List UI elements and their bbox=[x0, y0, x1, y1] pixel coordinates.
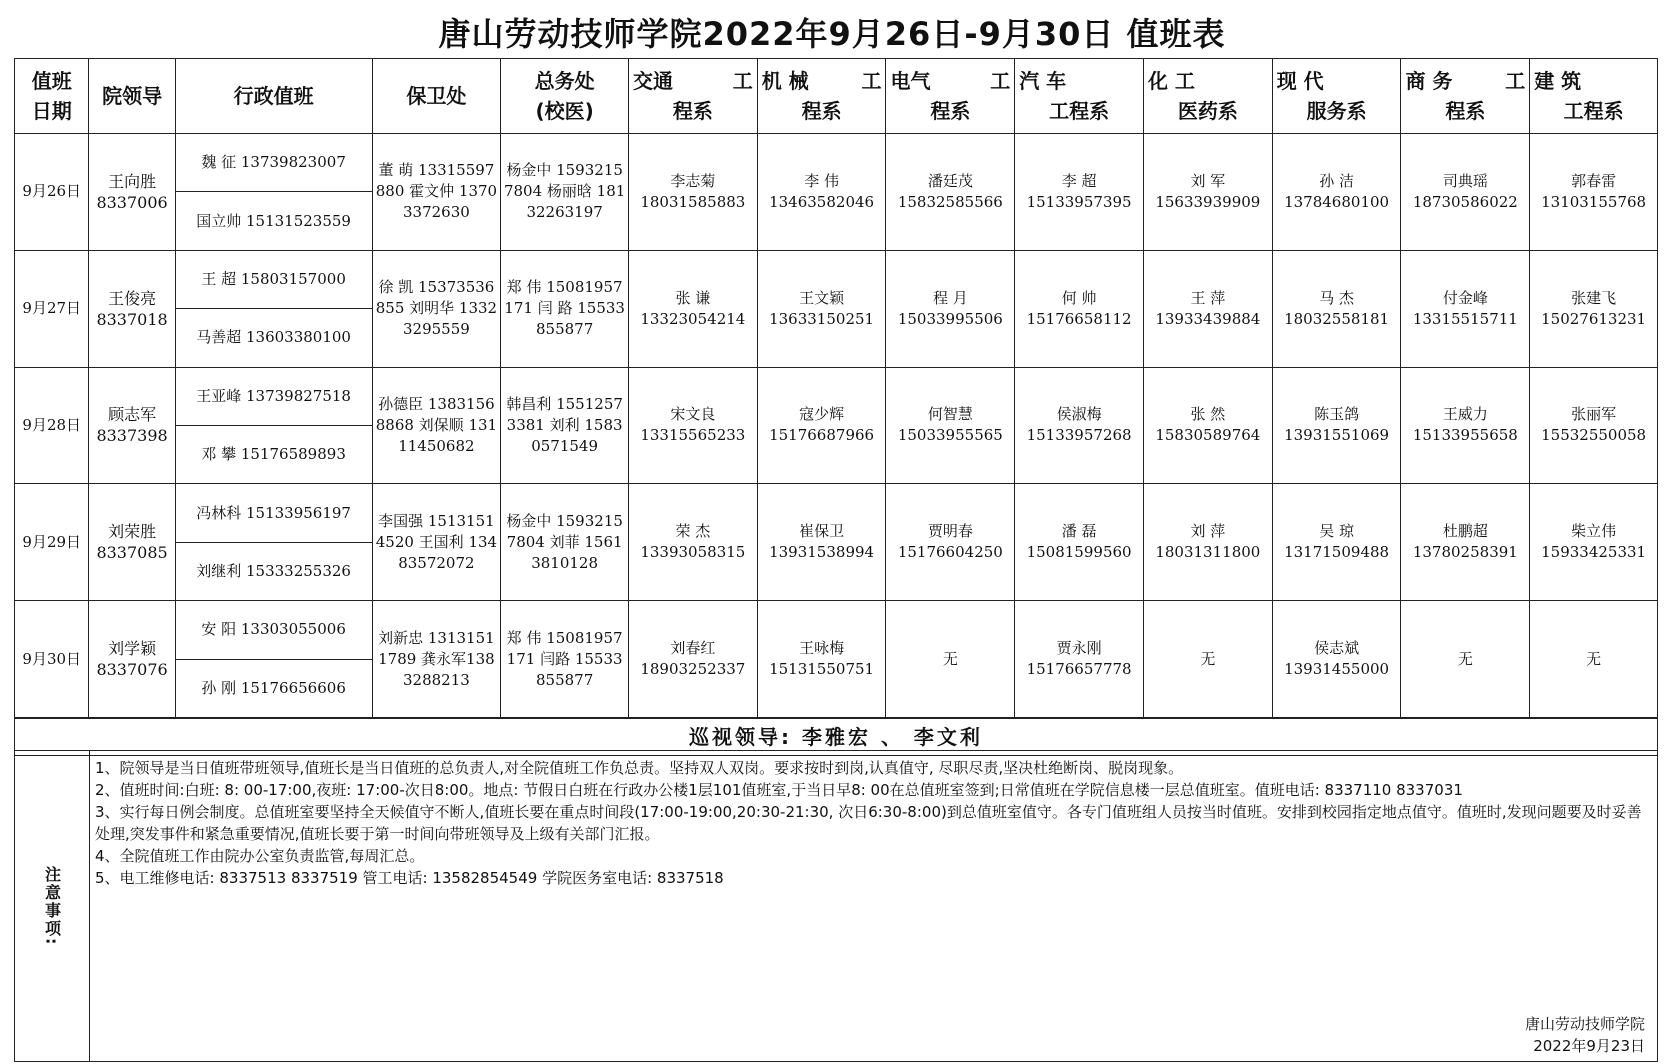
note-item: 3、实行每日例会制度。总值班室要坚持全天候值守不断人,值班长要在重点时间段(17:00-19:00,20:30-21:30, 次日6:30-8:00)到总值班室值守。各专门值班组人员按当时值班。安排到校园指定地点值守。值班时,发现问题要及时妥善处理,突发事件和紧急重要情况,值班长要于第一时间向带班领导及上级有关部门汇报。 bbox=[95, 803, 1642, 843]
dept-duty-name: 柴立伟 bbox=[1571, 522, 1617, 541]
signature-date: 2022年9月23日 bbox=[1533, 1037, 1645, 1055]
dept-duty-name: 王文颖 bbox=[799, 288, 845, 307]
dept-duty-name: 侯淑梅 bbox=[1056, 405, 1102, 424]
header-dept: 建 筑 工程系 bbox=[1530, 59, 1658, 134]
dept-duty-cell bbox=[886, 601, 1015, 718]
dept-duty-phone: 15176657778 bbox=[1026, 660, 1132, 679]
admin-duty-cell: 孙 刚 15176656606 bbox=[175, 659, 372, 717]
dept-duty-cell bbox=[1272, 134, 1401, 251]
dept-duty-name: 贾明春 bbox=[927, 522, 973, 541]
date-cell: 9月29日 bbox=[15, 484, 89, 601]
dept-duty-name: 荣 杰 bbox=[675, 522, 711, 541]
header-admin: 行政值班 bbox=[175, 59, 372, 134]
leader-cell bbox=[89, 484, 175, 601]
header-dept: 交通 工 程系 bbox=[628, 59, 757, 134]
header-leader: 院领导 bbox=[89, 59, 175, 134]
dept-duty-cell bbox=[1272, 484, 1401, 601]
note-item: 4、全院值班工作由院办公室负责监管,每周汇总。 bbox=[95, 847, 425, 865]
admin-duty-cell: 邓 攀 15176589893 bbox=[175, 425, 372, 483]
general-affairs-cell bbox=[501, 134, 629, 251]
dept-duty-name: 贾永刚 bbox=[1056, 639, 1102, 658]
dept-duty-phone: 15933425331 bbox=[1541, 543, 1647, 562]
dept-duty-name: 司典瑶 bbox=[1442, 171, 1488, 190]
dept-duty-cell bbox=[628, 484, 757, 601]
dept-duty-name: 潘 磊 bbox=[1061, 522, 1097, 541]
dept-duty-cell bbox=[1401, 601, 1530, 718]
dept-duty-phone: 18730586022 bbox=[1412, 192, 1518, 211]
leader-cell bbox=[89, 601, 175, 718]
dept-duty-phone: 13103155768 bbox=[1541, 192, 1647, 211]
dept-duty-name: 程 月 bbox=[932, 288, 968, 307]
leader-cell bbox=[89, 250, 175, 367]
dept-duty-phone: 15131550751 bbox=[769, 660, 875, 679]
dept-duty-phone: 13933439884 bbox=[1155, 309, 1261, 328]
header-row bbox=[15, 59, 1658, 134]
header-dept: 电气 工 程系 bbox=[886, 59, 1015, 134]
admin-duty-cell: 王 超 15803157000 bbox=[175, 250, 372, 308]
dept-duty-phone: 15633939909 bbox=[1155, 192, 1261, 211]
date-cell: 9月27日 bbox=[15, 250, 89, 367]
dept-duty-phone: 15176687966 bbox=[769, 426, 875, 445]
security-cell bbox=[372, 250, 501, 367]
date-cell: 9月30日 bbox=[15, 601, 89, 718]
dept-duty-cell bbox=[1401, 250, 1530, 367]
dept-duty-cell bbox=[1015, 367, 1144, 484]
admin-duty-cell: 刘继利 15333255326 bbox=[175, 542, 372, 600]
dept-duty-phone: 13780258391 bbox=[1412, 543, 1518, 562]
dept-duty-cell bbox=[1015, 134, 1144, 251]
security-text: 董 萌 13315597880 霍文仲 13703372630 bbox=[375, 161, 498, 222]
table-row bbox=[15, 367, 1658, 425]
security-text: 刘新忠 13131511789 龚永军1383288213 bbox=[378, 628, 495, 689]
dept-duty-cell bbox=[1530, 367, 1658, 484]
dept-duty-name: 郭春雷 bbox=[1571, 171, 1617, 190]
dept-duty-cell bbox=[1015, 250, 1144, 367]
dept-duty-cell bbox=[1272, 250, 1401, 367]
security-cell bbox=[372, 484, 501, 601]
dept-duty-phone: 13463582046 bbox=[769, 192, 875, 211]
dept-duty-cell bbox=[757, 367, 886, 484]
header-dept: 商 务 工 程系 bbox=[1401, 59, 1530, 134]
dept-duty-name: 王 萍 bbox=[1190, 288, 1226, 307]
general-affairs-text: 杨金中 15932157804 杨丽晗 18132263197 bbox=[503, 161, 626, 222]
dept-duty-phone: 13323054214 bbox=[640, 309, 746, 328]
dept-duty-name: 宋文良 bbox=[670, 405, 716, 424]
dept-duty-phone: 13931551069 bbox=[1284, 426, 1390, 445]
signature bbox=[1525, 1013, 1645, 1057]
admin-duty-cell: 马善超 13603380100 bbox=[175, 309, 372, 367]
table-row bbox=[15, 250, 1658, 308]
dept-duty-phone: 15176658112 bbox=[1026, 309, 1132, 328]
dept-duty-cell bbox=[1530, 484, 1658, 601]
leader-name: 王俊亮 bbox=[108, 288, 157, 308]
dept-duty-phone: 18032558181 bbox=[1284, 309, 1390, 328]
general-affairs-cell bbox=[501, 601, 629, 718]
dept-duty-cell bbox=[1401, 484, 1530, 601]
dept-duty-cell bbox=[1143, 601, 1272, 718]
general-affairs-cell bbox=[501, 250, 629, 367]
dept-duty-name: 吴 琼 bbox=[1319, 522, 1354, 541]
header-dept: 机 械 工 程系 bbox=[757, 59, 886, 134]
header-security: 保卫处 bbox=[372, 59, 501, 134]
dept-duty-cell bbox=[1143, 250, 1272, 367]
dept-duty-cell bbox=[757, 134, 886, 251]
dept-duty-name: 张 然 bbox=[1190, 405, 1226, 424]
leader-name: 王向胜 bbox=[108, 171, 157, 191]
security-cell bbox=[372, 367, 501, 484]
dept-duty-phone: 15532550058 bbox=[1541, 426, 1647, 445]
dept-duty-name: 无 bbox=[1457, 649, 1473, 668]
dept-duty-cell bbox=[757, 250, 886, 367]
dept-duty-cell bbox=[628, 601, 757, 718]
general-affairs-cell bbox=[501, 484, 629, 601]
table-row bbox=[15, 134, 1658, 192]
dept-duty-name: 李 超 bbox=[1061, 171, 1097, 190]
note-item: 5、电工维修电话: 8337513 8337519 管工电话: 13582854549 学院医务室电话: 8337518 bbox=[95, 869, 724, 887]
patrol-leaders: 巡视领导: 李雅宏 、 李文利 bbox=[15, 719, 1658, 756]
dept-duty-phone: 15033995506 bbox=[897, 309, 1003, 328]
dept-duty-name: 孙 洁 bbox=[1319, 171, 1354, 190]
dept-duty-cell bbox=[1530, 250, 1658, 367]
dept-duty-phone: 13931455000 bbox=[1284, 660, 1390, 679]
dept-duty-name: 王威力 bbox=[1442, 405, 1488, 424]
dept-duty-cell bbox=[1015, 484, 1144, 601]
dept-duty-phone: 15081599560 bbox=[1026, 543, 1132, 562]
dept-duty-phone: 15133957395 bbox=[1026, 192, 1132, 211]
dept-duty-phone: 13784680100 bbox=[1284, 192, 1390, 211]
signature-org: 唐山劳动技师学院 bbox=[1524, 1015, 1645, 1033]
dept-duty-name: 崔保卫 bbox=[799, 522, 845, 541]
security-text: 李国强 15131514520 王国利 13483572072 bbox=[375, 511, 498, 572]
dept-duty-name: 何智慧 bbox=[927, 405, 973, 424]
leader-phone: 8337085 bbox=[96, 543, 168, 563]
dept-duty-cell bbox=[1401, 367, 1530, 484]
general-affairs-cell bbox=[501, 367, 629, 484]
dept-duty-cell bbox=[886, 250, 1015, 367]
dept-duty-name: 李 伟 bbox=[804, 171, 839, 190]
date-cell: 9月26日 bbox=[15, 134, 89, 251]
general-affairs-text: 韩昌利 15512573381 刘利 15830571549 bbox=[506, 394, 623, 455]
header-dept: 化 工 医药系 bbox=[1143, 59, 1272, 134]
dept-duty-phone: 15133955658 bbox=[1412, 426, 1518, 445]
notes-label: 注意事项: bbox=[15, 751, 90, 1061]
dept-duty-cell bbox=[1143, 367, 1272, 484]
page-title: 唐山劳动技师学院2022年9月26日-9月30日 值班表 bbox=[438, 15, 1226, 53]
header-dept: 汽 车 工程系 bbox=[1015, 59, 1144, 134]
dept-duty-cell bbox=[886, 134, 1015, 251]
dept-duty-cell bbox=[1530, 601, 1658, 718]
dept-duty-phone: 18031311800 bbox=[1155, 543, 1261, 562]
dept-duty-phone: 13171509488 bbox=[1284, 543, 1390, 562]
leader-cell bbox=[89, 134, 175, 251]
dept-duty-cell bbox=[628, 134, 757, 251]
table-row bbox=[15, 484, 1658, 542]
dept-duty-name: 何 帅 bbox=[1061, 288, 1097, 307]
security-text: 徐 凯 15373536855 刘明华 13323295559 bbox=[375, 278, 498, 339]
leader-name: 刘荣胜 bbox=[108, 522, 157, 542]
dept-duty-phone: 15133957268 bbox=[1026, 426, 1132, 445]
table-row bbox=[15, 601, 1658, 659]
dept-duty-phone: 13633150251 bbox=[769, 309, 875, 328]
security-cell bbox=[372, 134, 501, 251]
dept-duty-name: 寇少辉 bbox=[799, 405, 845, 424]
dept-duty-cell bbox=[1272, 601, 1401, 718]
leader-name: 刘学颖 bbox=[108, 639, 157, 659]
dept-duty-name: 侯志斌 bbox=[1314, 639, 1360, 658]
dept-duty-name: 无 bbox=[1586, 649, 1602, 668]
dept-duty-phone: 13393058315 bbox=[640, 543, 746, 562]
duty-roster-table bbox=[14, 58, 1658, 718]
general-affairs-text: 郑 伟 15081957171 闫 路 15533855877 bbox=[504, 278, 625, 339]
dept-duty-phone: 18031585883 bbox=[640, 192, 746, 211]
admin-duty-cell: 王亚峰 13739827518 bbox=[175, 367, 372, 425]
dept-duty-cell bbox=[628, 367, 757, 484]
admin-duty-cell: 国立帅 15131523559 bbox=[175, 192, 372, 250]
dept-duty-name: 杜鹏超 bbox=[1442, 522, 1488, 541]
dept-duty-cell bbox=[1015, 601, 1144, 718]
admin-duty-cell: 冯林科 15133956197 bbox=[175, 484, 372, 542]
dept-duty-phone: 13315515711 bbox=[1412, 309, 1518, 328]
note-item: 1、院领导是当日值班带班领导,值班长是当日值班的总负责人,对全院值班工作负总责。坚持双人双岗。要求按时到岗,认真值守, 尽职尽责,坚决杜绝断岗、脱岗现象。 bbox=[95, 759, 1184, 777]
dept-duty-name: 王咏梅 bbox=[799, 639, 845, 658]
notes-list bbox=[95, 757, 1647, 889]
dept-duty-phone: 18903252337 bbox=[640, 660, 746, 679]
date-cell: 9月28日 bbox=[15, 367, 89, 484]
dept-duty-phone: 15832585566 bbox=[897, 192, 1003, 211]
dept-duty-name: 张 谦 bbox=[675, 288, 711, 307]
dept-duty-name: 李志菊 bbox=[670, 171, 716, 190]
dept-duty-name: 张丽军 bbox=[1571, 405, 1617, 424]
leader-phone: 8337398 bbox=[96, 426, 168, 446]
dept-duty-cell bbox=[1272, 367, 1401, 484]
dept-duty-phone: 13931538994 bbox=[769, 543, 875, 562]
dept-duty-cell bbox=[886, 484, 1015, 601]
note-item: 2、值班时间:白班: 8: 00-17:00,夜班: 17:00-次日8:00。地点: 节假日白班在行政办公楼1层101值班室,于当日早8: 00在总值班室签到;日常值班在学院信息楼一层总值班室。值班电话: 8337110 8337031 bbox=[95, 781, 1463, 799]
general-affairs-text: 郑 伟 15081957171 闫路 15533855877 bbox=[506, 628, 623, 689]
dept-duty-name: 刘 军 bbox=[1190, 171, 1226, 190]
leader-phone: 8337006 bbox=[96, 192, 168, 212]
dept-duty-name: 无 bbox=[1200, 649, 1216, 668]
dept-duty-name: 张建飞 bbox=[1571, 288, 1617, 307]
dept-duty-name: 刘 萍 bbox=[1190, 522, 1226, 541]
dept-duty-cell bbox=[757, 601, 886, 718]
dept-duty-cell bbox=[757, 484, 886, 601]
leader-name: 顾志军 bbox=[108, 405, 157, 425]
security-text: 孙德臣 13831568868 刘保顺 13111450682 bbox=[375, 394, 498, 455]
dept-duty-cell bbox=[628, 250, 757, 367]
admin-duty-cell: 安 阳 13303055006 bbox=[175, 601, 372, 659]
dept-duty-cell bbox=[1143, 134, 1272, 251]
dept-duty-name: 潘廷茂 bbox=[927, 171, 973, 190]
dept-duty-cell bbox=[886, 367, 1015, 484]
dept-duty-phone: 15027613231 bbox=[1541, 309, 1647, 328]
header-dept: 现 代 服务系 bbox=[1272, 59, 1401, 134]
dept-duty-name: 陈玉鸽 bbox=[1314, 405, 1360, 424]
header-date: 值班 日期 bbox=[15, 59, 89, 134]
security-cell bbox=[372, 601, 501, 718]
leader-phone: 8337018 bbox=[96, 309, 168, 329]
leader-phone: 8337076 bbox=[96, 660, 168, 680]
dept-duty-phone: 13315565233 bbox=[640, 426, 746, 445]
dept-duty-name: 付金峰 bbox=[1442, 288, 1488, 307]
dept-duty-phone: 15176604250 bbox=[897, 543, 1003, 562]
dept-duty-phone: 15033955565 bbox=[897, 426, 1003, 445]
dept-duty-name: 无 bbox=[942, 649, 958, 668]
notes-section bbox=[14, 750, 1658, 1062]
dept-duty-cell bbox=[1530, 134, 1658, 251]
dept-duty-cell bbox=[1401, 134, 1530, 251]
general-affairs-text: 杨金中 15932157804 刘菲 15613810128 bbox=[506, 511, 623, 572]
admin-duty-cell: 魏 征 13739823007 bbox=[175, 134, 372, 192]
dept-duty-name: 马 杰 bbox=[1319, 288, 1354, 307]
dept-duty-cell bbox=[1143, 484, 1272, 601]
leader-cell bbox=[89, 367, 175, 484]
header-general: 总务处 (校医) bbox=[501, 59, 629, 134]
dept-duty-name: 刘春红 bbox=[670, 639, 716, 658]
dept-duty-phone: 15830589764 bbox=[1155, 426, 1261, 445]
